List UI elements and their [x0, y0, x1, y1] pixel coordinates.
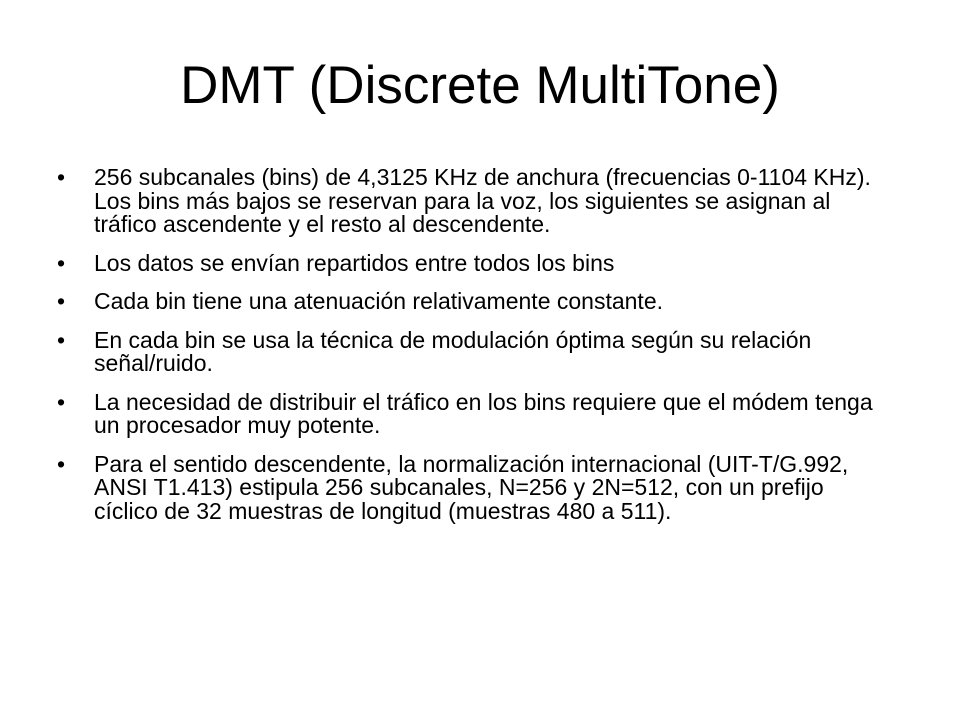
- bullet-item: [54, 249, 890, 276]
- bullet-text: Para el sentido descendente, la normalización internacional (UIT-T/G.992, ANSI T1.413) estipula 256 subcanales, N=256 y 2N=512, con un prefijo cíclico de 32 muestras de longitud (muestras 480 a 511).: [94, 450, 849, 524]
- bullet-icon: •: [57, 450, 66, 477]
- bullet-list: [54, 166, 890, 538]
- bullet-text: Cada bin tiene una atenuación relativamente constante.: [94, 288, 664, 314]
- bullet-item: [54, 326, 890, 376]
- bullet-item: [54, 290, 890, 314]
- bullet-icon: •: [57, 326, 66, 353]
- bullet-icon: •: [57, 249, 66, 276]
- bullet-text: En cada bin se usa la técnica de modulación óptima según su relación señal/ruido.: [94, 326, 812, 376]
- bullet-item: [54, 388, 890, 438]
- bullet-text: Los datos se envían repartidos entre todos los bins: [94, 249, 615, 276]
- bullet-text: La necesidad de distribuir el tráfico en los bins requiere que el módem tenga un procesador muy potente.: [94, 388, 873, 438]
- bullet-text: 256 subcanales (bins) de 4,3125 KHz de anchura (frecuencias 0-1104 KHz). Los bins más bajos se reservan para la voz, los siguientes se asignan al tráfico ascendente y el resto al descendente.: [94, 164, 871, 237]
- bullet-icon: •: [57, 164, 66, 190]
- bullet-item: [54, 450, 890, 524]
- bullet-icon: •: [57, 388, 66, 415]
- bullet-icon: •: [57, 288, 66, 314]
- slide-title: DMT (Discrete MultiTone): [180, 56, 780, 115]
- bullet-item: [54, 166, 890, 237]
